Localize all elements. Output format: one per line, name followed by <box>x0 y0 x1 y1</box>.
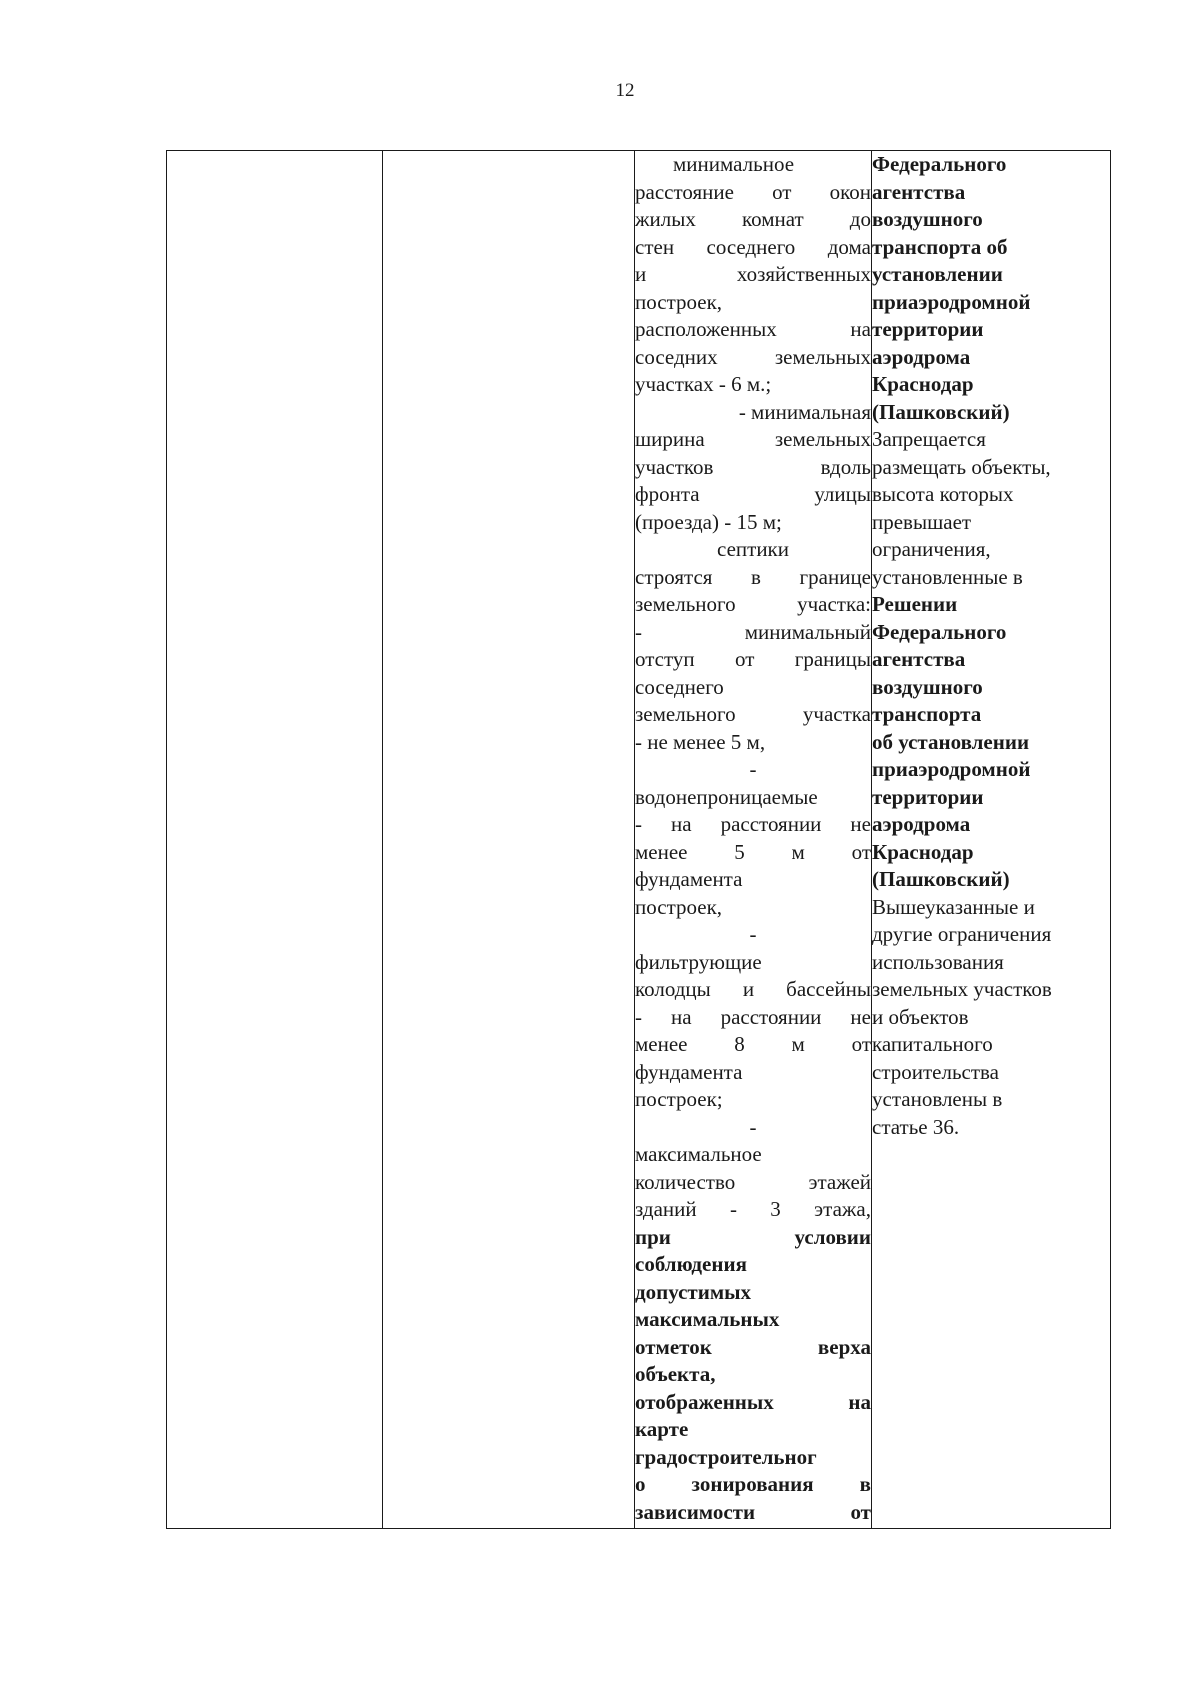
text-line: земельных участков <box>872 977 1052 1001</box>
text-line: Федерального <box>872 152 1007 176</box>
text-line: агентства <box>872 179 966 204</box>
text-line: земельного участка: <box>635 592 871 616</box>
text-line: колодцы и бассейны <box>635 977 871 1001</box>
text-line: строительства <box>872 1059 1000 1084</box>
text-line: капитального <box>872 1032 993 1056</box>
text-line: фундамента <box>635 1059 743 1084</box>
text-line: приаэродромной <box>872 289 1031 314</box>
text-line: и хозяйственных <box>635 262 871 286</box>
text-line: количество этажей <box>635 1169 871 1194</box>
text-line: соседних земельных <box>635 344 871 369</box>
text-line: установленные в <box>872 564 1023 589</box>
text-line: транспорта <box>872 702 982 726</box>
restrictions-text <box>872 151 1110 1141</box>
text-line: соблюдения <box>635 1252 747 1276</box>
text-line: транспорта об <box>872 234 1008 259</box>
text-line: установлении <box>872 262 1003 286</box>
text-line: менее 8 м от <box>635 1032 871 1056</box>
text-line: ширина земельных <box>635 427 871 451</box>
text-line: максимальных <box>635 1307 780 1331</box>
text-line: воздушного <box>872 207 983 231</box>
parameters-text <box>635 151 871 1526</box>
table-cell-permitted-use <box>383 151 635 1529</box>
zoning-regulations-table <box>166 150 1111 1529</box>
text-line: - <box>749 1114 757 1139</box>
text-line: зданий - 3 этажа, <box>635 1197 871 1221</box>
text-line: о зонирования в <box>635 1472 871 1496</box>
page-number: 12 <box>615 80 635 101</box>
text-line: аэродрома <box>872 812 971 836</box>
text-line: - <box>749 922 757 946</box>
text-line: фронта улицы <box>635 482 871 506</box>
text-line: - на расстоянии не <box>635 812 871 836</box>
text-line: расположенных на <box>635 317 871 341</box>
table-cell-parameters <box>635 151 872 1529</box>
text-line: статье 36. <box>872 1114 960 1139</box>
text-line: воздушного <box>872 674 983 699</box>
text-line: приаэродромной <box>872 757 1031 781</box>
text-line: территории <box>872 317 984 341</box>
text-line: (проезда) - 15 м; <box>635 509 782 534</box>
text-line: строятся в границе <box>635 564 871 589</box>
text-line: минимальное <box>673 152 795 176</box>
text-line: участков вдоль <box>635 454 871 479</box>
text-line: установлены в <box>872 1087 1003 1111</box>
text-line: - не менее 5 м, <box>635 729 766 754</box>
text-line: Краснодар <box>872 839 974 864</box>
text-line: (Пашковский) <box>872 867 1010 891</box>
text-line: объекта, <box>635 1362 716 1386</box>
text-line: аэродрома <box>872 344 971 369</box>
text-line: отступ от границы <box>635 647 871 671</box>
text-line: отображенных на <box>635 1389 871 1414</box>
text-line: Краснодар <box>872 372 974 396</box>
text-line: расстояние от окон <box>635 179 871 204</box>
text-line: жилых комнат до <box>635 207 871 231</box>
text-line: и объектов <box>872 1004 969 1029</box>
text-line: карте <box>635 1417 689 1441</box>
text-line: при условии <box>635 1224 871 1249</box>
text-line: фундамента <box>635 867 743 891</box>
text-line: агентства <box>872 647 966 671</box>
text-line: - на расстоянии не <box>635 1004 871 1029</box>
text-line: - <box>749 757 757 781</box>
text-line: менее 5 м от <box>635 839 871 864</box>
text-line: - минимальный <box>635 619 871 644</box>
text-line: построек, <box>635 289 723 314</box>
text-line: об установлении <box>872 729 1030 754</box>
text-line: допустимых <box>635 1279 752 1304</box>
text-line: водонепроницаемые <box>635 784 818 809</box>
text-line: высота которых <box>872 482 1014 506</box>
text-line: Решении <box>872 592 958 616</box>
text-line: - минимальная <box>738 399 871 424</box>
text-line: участках - 6 м.; <box>635 372 772 396</box>
text-line: Вышеуказанные и <box>872 894 1035 919</box>
text-line: использования <box>872 949 1004 974</box>
text-line: построек, <box>635 894 723 919</box>
text-line: зависимости от <box>635 1499 871 1524</box>
text-line: соседнего <box>635 674 724 699</box>
text-line: максимальное <box>635 1142 762 1166</box>
text-line: превышает <box>872 509 972 534</box>
text-line: построек; <box>635 1087 723 1111</box>
text-line: ограничения, <box>872 537 991 561</box>
table-cell-zone-type <box>167 151 383 1529</box>
text-line: Федерального <box>872 619 1007 644</box>
text-line: территории <box>872 784 984 809</box>
text-line: размещать объекты, <box>872 454 1051 479</box>
text-line: Запрещается <box>872 427 986 451</box>
text-line: другие ограничения <box>872 922 1052 946</box>
text-line: септики <box>717 537 789 561</box>
text-line: (Пашковский) <box>872 399 1010 424</box>
table-cell-restrictions <box>872 151 1111 1529</box>
text-line: отметок верха <box>635 1334 871 1359</box>
text-line: земельного участка <box>635 702 871 726</box>
table-row <box>167 151 1111 1529</box>
text-line: градостроительног <box>635 1444 817 1469</box>
text-line: стен соседнего дома <box>635 234 871 259</box>
text-line: фильтрующие <box>635 949 762 974</box>
